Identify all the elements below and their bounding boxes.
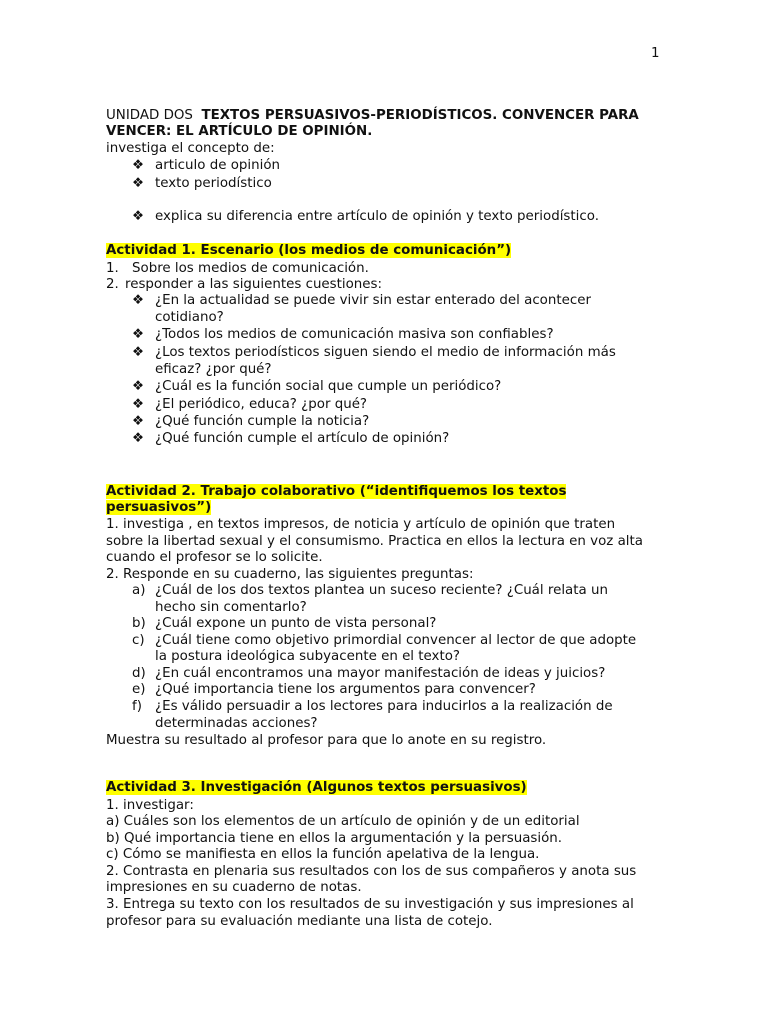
- bullet-icon: ❖: [132, 414, 145, 429]
- activity1-question: ¿En la actualidad se puede vivir sin estar enterado del acontecer: [155, 293, 591, 308]
- list-letter: e): [132, 682, 146, 697]
- unit-title-line2: VENCER: EL ARTÍCULO DE OPINIÓN.: [106, 124, 373, 139]
- unit-title-line1: [106, 108, 639, 124]
- activity1-item-2: responder a las siguientes cuestiones:: [125, 277, 383, 292]
- list-letter: b): [132, 616, 146, 631]
- activity1-question: ¿El periódico, educa? ¿por qué?: [155, 397, 368, 412]
- page-number: 1: [651, 46, 660, 61]
- activity3-line: impresiones en su cuaderno de notas.: [106, 880, 362, 895]
- activity2-question: ¿En cuál encontramos una mayor manifestación de ideas y juicios?: [155, 666, 606, 681]
- activity2-paragraph: cuando el profesor se lo solicite.: [106, 550, 323, 565]
- list-letter: f): [132, 699, 142, 714]
- activity2-closing: Muestra su resultado al profesor para que lo anote en su registro.: [106, 733, 547, 748]
- list-letter: d): [132, 666, 146, 681]
- activity1-question: ¿Todos los medios de comunicación masiva son confiables?: [155, 327, 554, 342]
- bullet-icon: ❖: [132, 293, 145, 308]
- intro-item-1: articulo de opinión: [155, 158, 280, 173]
- activity2-question: ¿Cuál tiene como objetivo primordial convencer al lector de que adopte: [155, 633, 637, 648]
- activity2-question: ¿Cuál de los dos textos plantea un suceso reciente? ¿Cuál relata un: [155, 583, 608, 598]
- activity3-line: 1. investigar:: [106, 798, 194, 813]
- activity2-question-cont: determinadas acciones?: [155, 716, 318, 731]
- bullet-icon: ❖: [132, 158, 145, 173]
- activity2-question-cont: hecho sin comentarlo?: [155, 600, 307, 615]
- intro-item-2: texto periodístico: [155, 176, 272, 191]
- activity2-paragraph: 1. investiga , en textos impresos, de noticia y artículo de opinión que traten: [106, 517, 616, 532]
- activity2-heading-line2: persuasivos”): [106, 500, 212, 515]
- activity1-item-1: Sobre los medios de comunicación.: [132, 261, 369, 276]
- activity2-paragraph: sobre la libertad sexual y el consumismo. Practica en ellos la lectura en voz alta: [106, 534, 643, 549]
- activity3-line: 3. Entrega su texto con los resultados de su investigación y sus impresiones al: [106, 897, 634, 912]
- intro-line: investiga el concepto de:: [106, 141, 275, 156]
- activity3-line: a) Cuáles son los elementos de un artículo de opinión y de un editorial: [106, 814, 580, 829]
- activity2-heading-line1: Actividad 2. Trabajo colaborativo (“identifiquemos los textos: [106, 484, 567, 499]
- bullet-icon: ❖: [132, 327, 145, 342]
- activity3-heading: Actividad 3. Investigación (Algunos textos persuasivos): [106, 780, 527, 795]
- bullet-icon: ❖: [132, 379, 145, 394]
- activity2-question-cont: la postura ideológica subyacente en el texto?: [155, 649, 461, 664]
- unit-label: UNIDAD DOS: [106, 108, 193, 123]
- activity1-question: ¿Qué función cumple la noticia?: [155, 414, 370, 429]
- bullet-icon: ❖: [132, 209, 145, 224]
- activity1-question-cont: eficaz? ¿por qué?: [155, 362, 272, 377]
- bullet-icon: ❖: [132, 176, 145, 191]
- activity1-heading: Actividad 1. Escenario (los medios de comunicación”): [106, 243, 512, 258]
- bullet-icon: ❖: [132, 397, 145, 412]
- activity1-question: ¿Los textos periodísticos siguen siendo el medio de información más: [155, 345, 616, 360]
- activity3-line: profesor para su evaluación mediante una lista de cotejo.: [106, 914, 493, 929]
- activity1-question-cont: cotidiano?: [155, 310, 224, 325]
- activity2-paragraph: 2. Responde en su cuaderno, las siguientes preguntas:: [106, 567, 474, 582]
- bullet-icon: ❖: [132, 345, 145, 360]
- activity2-question: ¿Cuál expone un punto de vista personal?: [155, 616, 437, 631]
- unit-title: TEXTOS PERSUASIVOS-PERIODÍSTICOS. CONVENCER PARA: [201, 108, 639, 123]
- activity2-question: ¿Es válido persuadir a los lectores para inducirlos a la realización de: [155, 699, 613, 714]
- activity1-question: ¿Cuál es la función social que cumple un periódico?: [155, 379, 502, 394]
- activity3-line: c) Cómo se manifiesta en ellos la función apelativa de la lengua.: [106, 847, 540, 862]
- intro-explain: explica su diferencia entre artículo de opinión y texto periodístico.: [155, 209, 599, 224]
- activity1-num-2: 2.: [106, 277, 119, 292]
- bullet-icon: ❖: [132, 431, 145, 446]
- activity1-num-1: 1.: [106, 261, 119, 276]
- list-letter: a): [132, 583, 146, 598]
- activity3-line: b) Qué importancia tiene en ellos la argumentación y la persuasión.: [106, 831, 563, 846]
- activity1-question: ¿Qué función cumple el artículo de opinión?: [155, 431, 450, 446]
- activity2-question: ¿Qué importancia tiene los argumentos para convencer?: [155, 682, 536, 697]
- list-letter: c): [132, 633, 145, 648]
- activity3-line: 2. Contrasta en plenaria sus resultados con los de sus compañeros y anota sus: [106, 864, 637, 879]
